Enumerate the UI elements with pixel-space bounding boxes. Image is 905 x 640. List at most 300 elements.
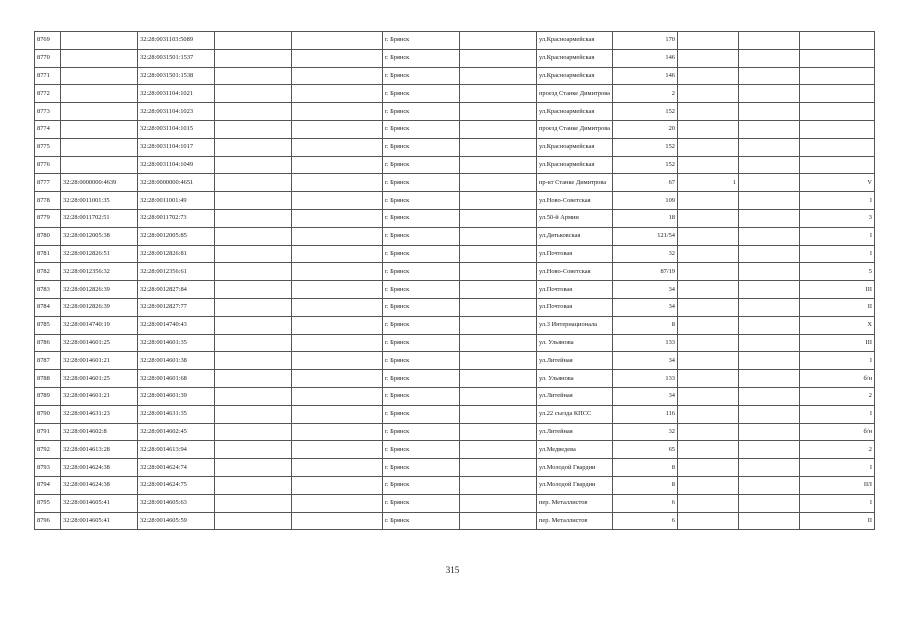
cadastral-number-cell: 32:28:0012827:84 xyxy=(138,281,215,299)
street-cell: ул.Почтовая xyxy=(537,281,613,299)
parent-cadastral-number-cell: 32:28:0011702:51 xyxy=(61,209,138,227)
table-row xyxy=(35,49,875,67)
record-number-cell: 8784 xyxy=(35,298,61,316)
empty-cell xyxy=(739,316,800,334)
street-cell: ул.Молодой Гвардии xyxy=(537,476,613,494)
record-number-cell: 8787 xyxy=(35,352,61,370)
empty-cell xyxy=(739,352,800,370)
table-row xyxy=(35,245,875,263)
empty-cell xyxy=(215,494,292,512)
empty-cell xyxy=(460,298,537,316)
street-cell: ул.Красноармейская xyxy=(537,103,613,121)
city-cell: г. Брянск xyxy=(383,32,460,50)
table-row xyxy=(35,441,875,459)
table-row xyxy=(35,387,875,405)
table-row xyxy=(35,174,875,192)
building-cell: 1 xyxy=(678,174,739,192)
cadastral-number-cell: 32:28:0014631:35 xyxy=(138,405,215,423)
building-cell xyxy=(678,263,739,281)
record-number-cell: 8789 xyxy=(35,387,61,405)
table-row xyxy=(35,334,875,352)
street-cell: ул.Красноармейская xyxy=(537,67,613,85)
empty-cell xyxy=(292,227,383,245)
building-cell xyxy=(678,476,739,494)
record-number-cell: 8788 xyxy=(35,370,61,388)
empty-cell xyxy=(292,298,383,316)
building-cell xyxy=(678,298,739,316)
empty-cell xyxy=(460,352,537,370)
street-cell: ул.Молодой Гвардии xyxy=(537,459,613,477)
table-row xyxy=(35,459,875,477)
empty-cell xyxy=(215,370,292,388)
parent-cadastral-number-cell xyxy=(61,67,138,85)
street-cell: ул.22 съезда КПСС xyxy=(537,405,613,423)
house-number-cell: 34 xyxy=(613,352,678,370)
table-row xyxy=(35,156,875,174)
record-number-cell: 8790 xyxy=(35,405,61,423)
cadastral-number-cell: 32:28:0014613:94 xyxy=(138,441,215,459)
empty-cell xyxy=(215,120,292,138)
empty-cell xyxy=(215,209,292,227)
building-cell xyxy=(678,405,739,423)
record-number-cell: 8793 xyxy=(35,459,61,477)
city-cell: г. Брянск xyxy=(383,263,460,281)
empty-cell xyxy=(292,138,383,156)
empty-cell xyxy=(215,174,292,192)
cadastral-number-cell: 32:28:0014624:75 xyxy=(138,476,215,494)
cadastral-number-cell: 32:28:0031104:1017 xyxy=(138,138,215,156)
cadastral-number-cell: 32:28:0011001:49 xyxy=(138,192,215,210)
empty-cell xyxy=(739,423,800,441)
empty-cell xyxy=(460,423,537,441)
city-cell: г. Брянск xyxy=(383,192,460,210)
building-cell xyxy=(678,387,739,405)
empty-cell xyxy=(292,387,383,405)
record-number-cell: 8770 xyxy=(35,49,61,67)
record-number-cell: 8781 xyxy=(35,245,61,263)
premises-number-cell: 2 xyxy=(800,387,875,405)
empty-cell xyxy=(739,405,800,423)
record-number-cell: 8774 xyxy=(35,120,61,138)
table-row xyxy=(35,316,875,334)
empty-cell xyxy=(215,67,292,85)
house-number-cell: 34 xyxy=(613,298,678,316)
empty-cell xyxy=(739,85,800,103)
house-number-cell: 170 xyxy=(613,32,678,50)
street-cell: ул.Ново-Советская xyxy=(537,263,613,281)
empty-cell xyxy=(215,281,292,299)
empty-cell xyxy=(292,512,383,530)
street-cell: ул.Медведева xyxy=(537,441,613,459)
record-number-cell: 8771 xyxy=(35,67,61,85)
parent-cadastral-number-cell xyxy=(61,85,138,103)
empty-cell xyxy=(739,138,800,156)
building-cell xyxy=(678,423,739,441)
empty-cell xyxy=(215,334,292,352)
empty-cell xyxy=(739,245,800,263)
parent-cadastral-number-cell: 32:28:0014602:8 xyxy=(61,423,138,441)
premises-number-cell: 2 xyxy=(800,441,875,459)
city-cell: г. Брянск xyxy=(383,103,460,121)
empty-cell xyxy=(215,387,292,405)
empty-cell xyxy=(460,227,537,245)
cadastral-number-cell: 32:28:0014605:59 xyxy=(138,512,215,530)
premises-number-cell: V xyxy=(800,174,875,192)
city-cell: г. Брянск xyxy=(383,405,460,423)
parent-cadastral-number-cell: 32:28:0012826:39 xyxy=(61,281,138,299)
premises-number-cell: I xyxy=(800,245,875,263)
table-row xyxy=(35,352,875,370)
city-cell: г. Брянск xyxy=(383,298,460,316)
empty-cell xyxy=(739,459,800,477)
register-table xyxy=(34,31,875,530)
house-number-cell: 18 xyxy=(613,209,678,227)
city-cell: г. Брянск xyxy=(383,138,460,156)
parent-cadastral-number-cell: 32:28:0011001:35 xyxy=(61,192,138,210)
premises-number-cell: II/I xyxy=(800,476,875,494)
empty-cell xyxy=(460,263,537,281)
house-number-cell: 8 xyxy=(613,476,678,494)
table-row xyxy=(35,263,875,281)
street-cell: проезд Станке Димитрова xyxy=(537,120,613,138)
city-cell: г. Брянск xyxy=(383,441,460,459)
street-cell: ул.Красноармейская xyxy=(537,156,613,174)
empty-cell xyxy=(739,49,800,67)
city-cell: г. Брянск xyxy=(383,387,460,405)
parent-cadastral-number-cell: 32:28:0012826:39 xyxy=(61,298,138,316)
house-number-cell: 133 xyxy=(613,334,678,352)
empty-cell xyxy=(215,512,292,530)
city-cell: г. Брянск xyxy=(383,316,460,334)
empty-cell xyxy=(292,67,383,85)
empty-cell xyxy=(215,423,292,441)
building-cell xyxy=(678,85,739,103)
empty-cell xyxy=(460,441,537,459)
empty-cell xyxy=(292,316,383,334)
empty-cell xyxy=(292,192,383,210)
empty-cell xyxy=(739,192,800,210)
empty-cell xyxy=(292,423,383,441)
cadastral-number-cell: 32:28:0012827:77 xyxy=(138,298,215,316)
cadastral-number-cell: 32:28:0014602:45 xyxy=(138,423,215,441)
empty-cell xyxy=(460,49,537,67)
empty-cell xyxy=(292,85,383,103)
building-cell xyxy=(678,281,739,299)
empty-cell xyxy=(215,459,292,477)
cadastral-number-cell: 32:28:0031501:1538 xyxy=(138,67,215,85)
premises-number-cell xyxy=(800,85,875,103)
city-cell: г. Брянск xyxy=(383,334,460,352)
table-row xyxy=(35,67,875,85)
building-cell xyxy=(678,138,739,156)
house-number-cell: 152 xyxy=(613,103,678,121)
empty-cell xyxy=(215,227,292,245)
street-cell: ул. Ульянова xyxy=(537,370,613,388)
parent-cadastral-number-cell: 32:28:0014601:25 xyxy=(61,334,138,352)
parent-cadastral-number-cell: 32:28:0012826:51 xyxy=(61,245,138,263)
cadastral-number-cell: 32:28:0031104:1023 xyxy=(138,103,215,121)
premises-number-cell: I xyxy=(800,405,875,423)
empty-cell xyxy=(215,103,292,121)
empty-cell xyxy=(292,476,383,494)
table-row xyxy=(35,512,875,530)
record-number-cell: 8795 xyxy=(35,494,61,512)
street-cell: проезд Станке Димитрова xyxy=(537,85,613,103)
city-cell: г. Брянск xyxy=(383,494,460,512)
city-cell: г. Брянск xyxy=(383,227,460,245)
parent-cadastral-number-cell: 32:28:0014631:23 xyxy=(61,405,138,423)
premises-number-cell: II xyxy=(800,512,875,530)
city-cell: г. Брянск xyxy=(383,174,460,192)
cadastral-number-cell: 32:28:0012005:85 xyxy=(138,227,215,245)
street-cell: ул.Красноармейская xyxy=(537,138,613,156)
record-number-cell: 8783 xyxy=(35,281,61,299)
premises-number-cell xyxy=(800,156,875,174)
cadastral-number-cell: 32:28:0014740:43 xyxy=(138,316,215,334)
empty-cell xyxy=(739,32,800,50)
empty-cell xyxy=(739,387,800,405)
house-number-cell: 6 xyxy=(613,512,678,530)
record-number-cell: 8779 xyxy=(35,209,61,227)
building-cell xyxy=(678,334,739,352)
empty-cell xyxy=(292,245,383,263)
parent-cadastral-number-cell: 32:28:0014624:38 xyxy=(61,476,138,494)
parent-cadastral-number-cell: 32:28:0012356:32 xyxy=(61,263,138,281)
table-body xyxy=(35,32,875,530)
cadastral-number-cell: 32:28:0031104:1021 xyxy=(138,85,215,103)
building-cell xyxy=(678,316,739,334)
record-number-cell: 8780 xyxy=(35,227,61,245)
empty-cell xyxy=(739,120,800,138)
parent-cadastral-number-cell: 32:28:0014740:19 xyxy=(61,316,138,334)
parent-cadastral-number-cell: 32:28:0014601:25 xyxy=(61,370,138,388)
premises-number-cell: II xyxy=(800,298,875,316)
table-row xyxy=(35,192,875,210)
street-cell: пер. Металлистов xyxy=(537,512,613,530)
empty-cell xyxy=(739,370,800,388)
house-number-cell: 67 xyxy=(613,174,678,192)
empty-cell xyxy=(292,370,383,388)
city-cell: г. Брянск xyxy=(383,281,460,299)
parent-cadastral-number-cell xyxy=(61,103,138,121)
table-row xyxy=(35,298,875,316)
cadastral-number-cell: 32:28:0014601:68 xyxy=(138,370,215,388)
house-number-cell: 8 xyxy=(613,316,678,334)
table-row xyxy=(35,227,875,245)
empty-cell xyxy=(292,209,383,227)
empty-cell xyxy=(292,263,383,281)
parent-cadastral-number-cell: 32:28:0014624:38 xyxy=(61,459,138,477)
record-number-cell: 8786 xyxy=(35,334,61,352)
premises-number-cell: I xyxy=(800,352,875,370)
page-number: 315 xyxy=(445,565,460,575)
table-row xyxy=(35,281,875,299)
record-number-cell: 8775 xyxy=(35,138,61,156)
street-cell: пер. Металлистов xyxy=(537,494,613,512)
record-number-cell: 8794 xyxy=(35,476,61,494)
premises-number-cell: X xyxy=(800,316,875,334)
parent-cadastral-number-cell xyxy=(61,120,138,138)
street-cell: ул.Красноармейская xyxy=(537,49,613,67)
empty-cell xyxy=(739,209,800,227)
empty-cell xyxy=(460,459,537,477)
empty-cell xyxy=(460,156,537,174)
empty-cell xyxy=(460,85,537,103)
parent-cadastral-number-cell xyxy=(61,156,138,174)
empty-cell xyxy=(292,334,383,352)
city-cell: г. Брянск xyxy=(383,67,460,85)
table-row xyxy=(35,494,875,512)
empty-cell xyxy=(460,103,537,121)
empty-cell xyxy=(215,192,292,210)
empty-cell xyxy=(215,32,292,50)
empty-cell xyxy=(739,298,800,316)
street-cell: ул.Литейная xyxy=(537,387,613,405)
record-number-cell: 8782 xyxy=(35,263,61,281)
record-number-cell: 8791 xyxy=(35,423,61,441)
parent-cadastral-number-cell: 32:28:0014601:21 xyxy=(61,387,138,405)
empty-cell xyxy=(460,476,537,494)
empty-cell xyxy=(460,316,537,334)
house-number-cell: 6 xyxy=(613,494,678,512)
parent-cadastral-number-cell xyxy=(61,32,138,50)
building-cell xyxy=(678,32,739,50)
street-cell: ул.Дятьковская xyxy=(537,227,613,245)
cadastral-number-cell: 32:28:0031104:1049 xyxy=(138,156,215,174)
premises-number-cell: 5 xyxy=(800,263,875,281)
city-cell: г. Брянск xyxy=(383,370,460,388)
empty-cell xyxy=(739,263,800,281)
house-number-cell: 146 xyxy=(613,67,678,85)
empty-cell xyxy=(739,512,800,530)
house-number-cell: 32 xyxy=(613,245,678,263)
empty-cell xyxy=(292,32,383,50)
empty-cell xyxy=(292,49,383,67)
empty-cell xyxy=(292,174,383,192)
building-cell xyxy=(678,512,739,530)
parent-cadastral-number-cell xyxy=(61,138,138,156)
empty-cell xyxy=(739,334,800,352)
building-cell xyxy=(678,441,739,459)
empty-cell xyxy=(739,156,800,174)
house-number-cell: 146 xyxy=(613,49,678,67)
city-cell: г. Брянск xyxy=(383,85,460,103)
house-number-cell: 133 xyxy=(613,370,678,388)
empty-cell xyxy=(215,476,292,494)
record-number-cell: 8776 xyxy=(35,156,61,174)
building-cell xyxy=(678,67,739,85)
cadastral-number-cell: 32:28:0012356:61 xyxy=(138,263,215,281)
building-cell xyxy=(678,370,739,388)
premises-number-cell xyxy=(800,138,875,156)
cadastral-number-cell: 32:28:0031501:1537 xyxy=(138,49,215,67)
building-cell xyxy=(678,209,739,227)
empty-cell xyxy=(460,387,537,405)
table-row xyxy=(35,370,875,388)
city-cell: г. Брянск xyxy=(383,459,460,477)
premises-number-cell xyxy=(800,67,875,85)
record-number-cell: 8792 xyxy=(35,441,61,459)
empty-cell xyxy=(460,174,537,192)
empty-cell xyxy=(460,138,537,156)
building-cell xyxy=(678,494,739,512)
empty-cell xyxy=(215,156,292,174)
street-cell: ул.Ново-Советская xyxy=(537,192,613,210)
premises-number-cell: III xyxy=(800,334,875,352)
empty-cell xyxy=(215,405,292,423)
table-row xyxy=(35,138,875,156)
empty-cell xyxy=(460,192,537,210)
premises-number-cell: б/н xyxy=(800,370,875,388)
premises-number-cell: I xyxy=(800,459,875,477)
city-cell: г. Брянск xyxy=(383,209,460,227)
premises-number-cell: I xyxy=(800,227,875,245)
parent-cadastral-number-cell: 32:28:0014613:28 xyxy=(61,441,138,459)
empty-cell xyxy=(215,441,292,459)
house-number-cell: 34 xyxy=(613,281,678,299)
empty-cell xyxy=(215,138,292,156)
record-number-cell: 8777 xyxy=(35,174,61,192)
empty-cell xyxy=(292,494,383,512)
empty-cell xyxy=(460,209,537,227)
empty-cell xyxy=(460,67,537,85)
street-cell: ул.Почтовая xyxy=(537,245,613,263)
street-cell: ул.Литейная xyxy=(537,352,613,370)
empty-cell xyxy=(460,494,537,512)
record-number-cell: 8785 xyxy=(35,316,61,334)
cadastral-number-cell: 32:28:0011702:73 xyxy=(138,209,215,227)
empty-cell xyxy=(292,459,383,477)
table-row xyxy=(35,476,875,494)
house-number-cell: 121/54 xyxy=(613,227,678,245)
street-cell: пр-кт Станке Димитрова xyxy=(537,174,613,192)
empty-cell xyxy=(739,476,800,494)
empty-cell xyxy=(460,32,537,50)
empty-cell xyxy=(215,245,292,263)
city-cell: г. Брянск xyxy=(383,156,460,174)
premises-number-cell: 3 xyxy=(800,209,875,227)
cadastral-number-cell: 32:28:0014601:35 xyxy=(138,334,215,352)
city-cell: г. Брянск xyxy=(383,49,460,67)
table-row xyxy=(35,85,875,103)
empty-cell xyxy=(292,281,383,299)
street-cell: ул.Литейная xyxy=(537,423,613,441)
parent-cadastral-number-cell: 32:28:0012005:38 xyxy=(61,227,138,245)
house-number-cell: 2 xyxy=(613,85,678,103)
empty-cell xyxy=(739,441,800,459)
cadastral-number-cell: 32:28:0031104:1015 xyxy=(138,120,215,138)
empty-cell xyxy=(215,49,292,67)
empty-cell xyxy=(215,298,292,316)
street-cell: ул.3 Интернационала xyxy=(537,316,613,334)
empty-cell xyxy=(739,227,800,245)
cadastral-number-cell: 32:28:0031103:5089 xyxy=(138,32,215,50)
empty-cell xyxy=(460,405,537,423)
table-row xyxy=(35,423,875,441)
record-number-cell: 8772 xyxy=(35,85,61,103)
empty-cell xyxy=(215,263,292,281)
empty-cell xyxy=(292,120,383,138)
parent-cadastral-number-cell: 32:28:0014605:41 xyxy=(61,494,138,512)
empty-cell xyxy=(292,405,383,423)
empty-cell xyxy=(460,281,537,299)
empty-cell xyxy=(460,512,537,530)
empty-cell xyxy=(739,281,800,299)
empty-cell xyxy=(739,494,800,512)
premises-number-cell: I xyxy=(800,494,875,512)
street-cell: ул. Ульянова xyxy=(537,334,613,352)
building-cell xyxy=(678,49,739,67)
